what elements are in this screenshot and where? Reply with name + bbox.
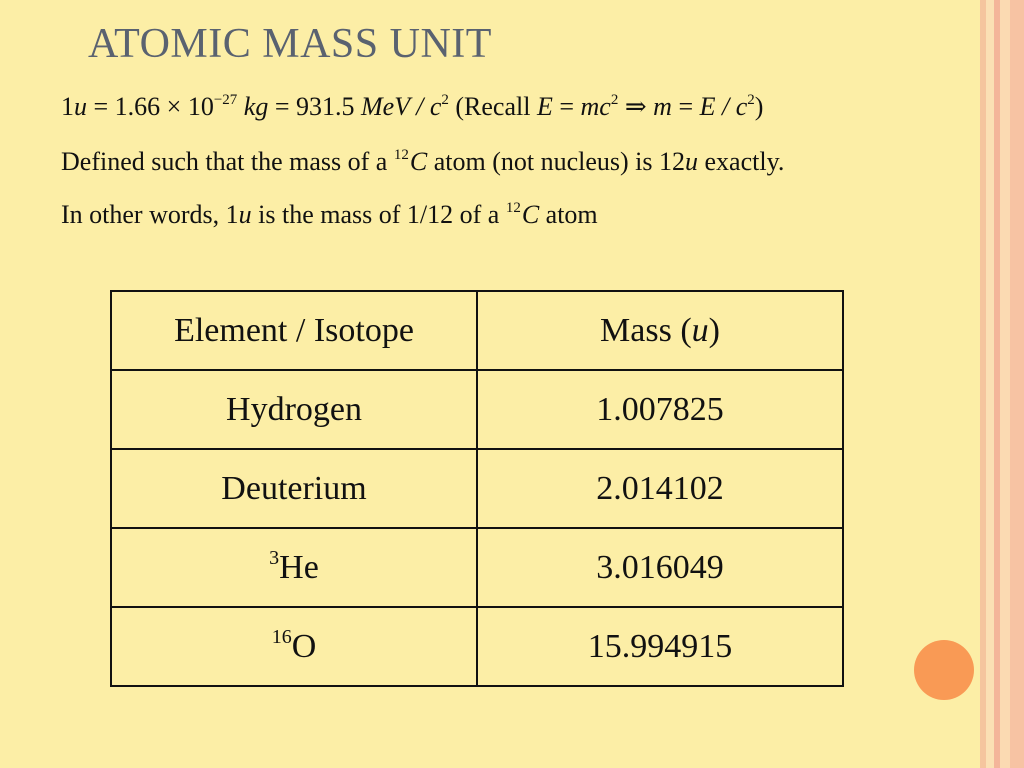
text: = 931.5 xyxy=(268,92,355,121)
stripe xyxy=(1010,0,1024,768)
text: 1 xyxy=(61,92,74,121)
table-row xyxy=(111,370,843,449)
text: (Recall xyxy=(448,92,537,121)
element-name: Deuterium xyxy=(221,469,367,507)
table-row xyxy=(111,607,843,686)
header-element: Element / Isotope xyxy=(111,291,477,370)
text: In other words, 1 xyxy=(61,200,239,229)
mass-number: 16 xyxy=(271,625,292,648)
text: atom (not nucleus) is 12 xyxy=(427,147,685,176)
text: atom xyxy=(539,200,598,229)
exponent: −27 xyxy=(213,92,238,108)
exponent: 2 xyxy=(441,92,449,108)
symbol-c: C xyxy=(409,147,428,176)
unit-u: u xyxy=(685,147,698,176)
text: Mass ( xyxy=(600,311,692,349)
element-cell xyxy=(111,370,477,449)
symbol-m: m xyxy=(653,92,672,121)
symbol-c: C xyxy=(521,200,540,229)
text: = 1.66 × 10 xyxy=(87,92,214,121)
text: ) xyxy=(754,92,764,121)
unit-u: u xyxy=(238,200,252,229)
mass-table xyxy=(110,290,844,687)
element-cell xyxy=(111,607,477,686)
stripe xyxy=(986,0,994,768)
mass-cell: 3.016049 xyxy=(477,528,843,607)
table-row xyxy=(111,449,843,528)
element-name: O xyxy=(291,627,317,665)
mass-cell: 2.014102 xyxy=(477,449,843,528)
element-cell xyxy=(111,449,477,528)
text: is the mass of 1/12 of a xyxy=(251,200,506,229)
unit-mev: MeV / c xyxy=(354,92,442,121)
other-words-line xyxy=(61,200,598,230)
unit-u: u xyxy=(74,92,87,121)
header-mass xyxy=(477,291,843,370)
text: ) xyxy=(708,311,720,349)
unit-kg: kg xyxy=(237,92,269,121)
element-cell xyxy=(111,528,477,607)
stripe xyxy=(1000,0,1010,768)
isotope-number: 12 xyxy=(505,200,521,216)
exponent: 2 xyxy=(610,92,619,108)
text: = xyxy=(671,92,700,121)
mass-cell: 15.994915 xyxy=(477,607,843,686)
table-header-row xyxy=(111,291,843,370)
mass-number: 3 xyxy=(269,546,280,569)
text: Defined such that the mass of a xyxy=(61,147,394,176)
decorative-circle xyxy=(914,640,974,700)
definition-line xyxy=(61,147,784,177)
slide-title: ATOMIC MASS UNIT xyxy=(88,21,492,67)
symbol-e: E xyxy=(536,92,553,121)
text: = xyxy=(552,92,581,121)
implies-symbol: ⇒ xyxy=(618,92,654,121)
isotope-number: 12 xyxy=(393,147,409,163)
unit-u: u xyxy=(691,311,709,349)
symbol-e-over-c: E / c xyxy=(699,92,748,121)
decorative-stripes xyxy=(980,0,1024,768)
table-row xyxy=(111,528,843,607)
mass-cell: 1.007825 xyxy=(477,370,843,449)
amu-definition-line xyxy=(61,92,763,122)
element-name: Hydrogen xyxy=(226,390,362,428)
symbol-mc: mc xyxy=(580,92,611,121)
text: exactly. xyxy=(698,147,785,176)
element-name: He xyxy=(279,548,319,586)
exponent: 2 xyxy=(747,92,755,108)
